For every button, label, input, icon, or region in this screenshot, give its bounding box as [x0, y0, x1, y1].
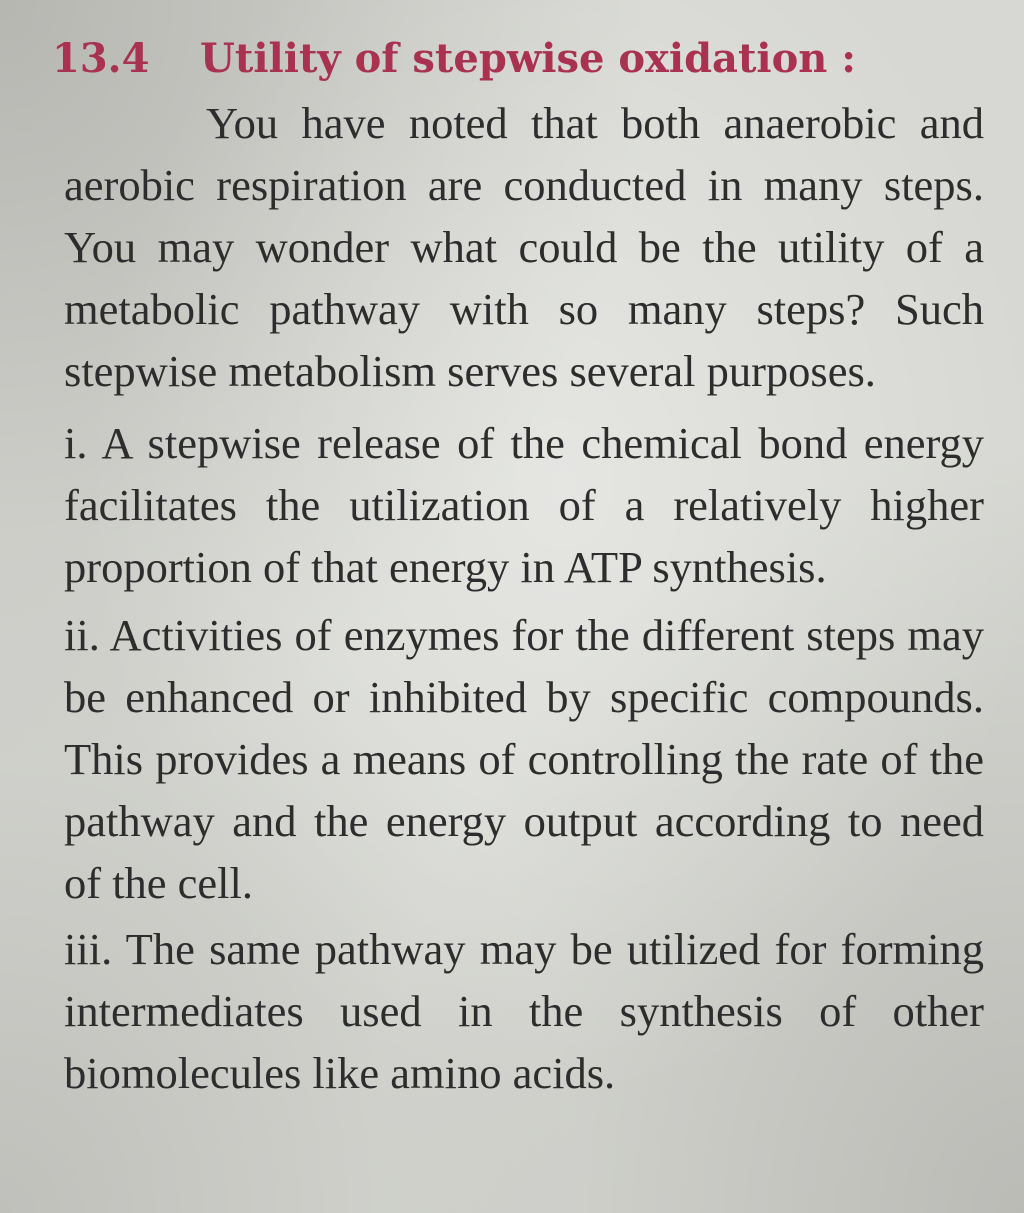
list-item-point-3: iii. The same pathway may be utilized for forming intermediates used in the synthesis of other biomolecules like amino acids.: [64, 924, 984, 1098]
list-item-point-2: ii. Activities of enzymes for the different steps may be enhanced or inhibited by specific compounds. This provides a means of controlling the rate of the pathway and the energy output according to need of the cell.: [64, 610, 984, 908]
intro-paragraph: You have noted that both anaerobic and aerobic respiration are conducted in many steps. You may wonder what could be the utility of a metabolic pathway with so many steps? Such stepwise metabolism serves several purposes.: [64, 98, 984, 396]
section-title: Utility of stepwise oxidation :: [200, 35, 857, 82]
section-number: 13.4: [52, 35, 150, 82]
section-heading: [52, 28, 856, 90]
list-item-point-1: i. A stepwise release of the chemical bond energy facilitates the utilization of a relatively higher proportion of that energy in ATP synthesis.: [64, 418, 984, 592]
